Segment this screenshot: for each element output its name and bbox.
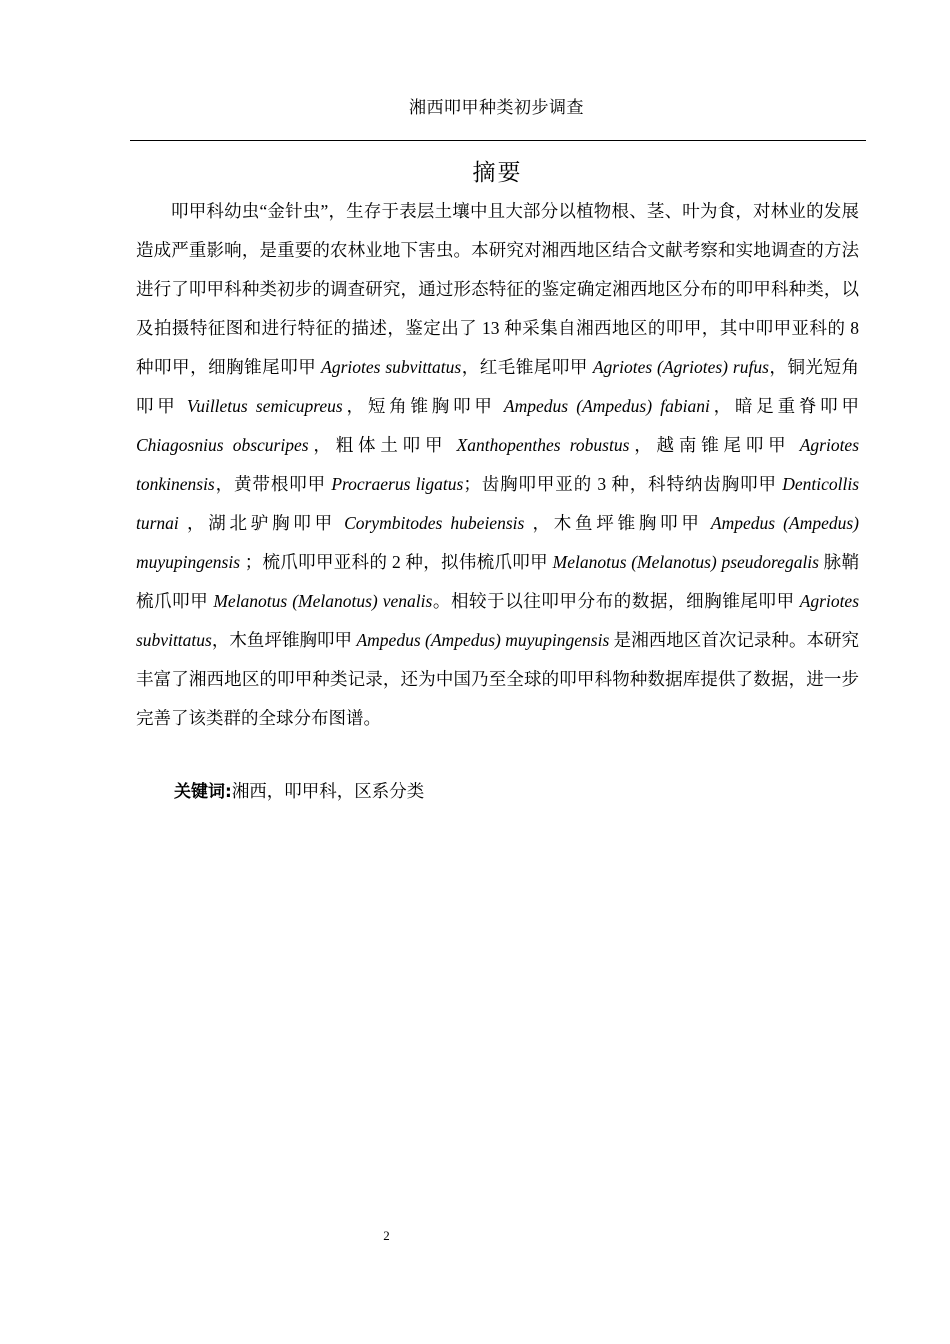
species-name: Ampedus (Ampedus) fabiani <box>503 396 710 416</box>
species-name: Vuilletus semicupreus <box>186 396 343 416</box>
abstract-text: 是湘西地区首次记录种。本研究丰富了湘西地区的叩甲种类记录，还为中国乃至全球的叩甲科物种数据库提供了数据，进一步完善了该类群的全球分布图谱。 <box>136 630 860 728</box>
species-name: Xanthopenthes robustus <box>456 435 630 455</box>
keywords-line <box>174 776 424 807</box>
species-name: Chiagosnius obscuripes <box>136 435 309 455</box>
page-number: 2 <box>383 1228 390 1243</box>
abstract-text: ，越南锥尾叩甲 <box>629 435 800 455</box>
species-name: Agriotes subvittatus <box>321 357 462 377</box>
abstract-text: 脉鞘梳爪叩甲 <box>136 552 859 611</box>
abstract-text: ，木鱼坪锥胸叩甲 <box>211 630 357 650</box>
species-name: Corymbitodes hubeiensis <box>344 513 525 533</box>
species-name: Denticollis turnai <box>136 474 860 533</box>
abstract-text: 。相较于以往叩甲分布的数据，细胸锥尾叩甲 <box>432 591 800 611</box>
abstract-text: ，木鱼坪锥胸叩甲 <box>524 513 711 533</box>
species-name: Agriotes tonkinensis <box>136 435 860 494</box>
species-name: Melanotus (Melanotus) venalis <box>213 591 433 611</box>
abstract-text: ，粗体土叩甲 <box>308 435 457 455</box>
species-name: Melanotus (Melanotus) pseudoregalis <box>552 552 819 572</box>
abstract-text: 叩甲科幼虫“金针虫”，生存于表层土壤中且大部分以植物根、茎、叶为食，对林业的发展造成严重影响，是重要的农林业地下害虫。本研究对湘西地区结合文献考察和实地调查的方法进行了叩甲科种类初步的调查研究，通过形态特征的鉴定确定湘西地区分布的叩甲科种类，以及拍摄特征图和进行特征的描述，鉴定出了 13 种采集自湘西地区的叩甲，其中叩甲亚科的 8 种叩甲，细胸锥尾叩甲 <box>136 201 859 377</box>
running-header: 湘西叩甲种类初步调查 <box>409 98 584 117</box>
abstract-text: ；齿胸叩甲亚的 3 种，科特纳齿胸叩甲 <box>463 474 783 494</box>
species-name: Ampedus (Ampedus) muyupingensis <box>136 513 859 572</box>
keywords-label: 关键词: <box>174 782 232 802</box>
abstract-text: ，黄带根叩甲 <box>214 474 332 494</box>
abstract-text: ，短角锥胸叩甲 <box>342 396 504 416</box>
abstract-text: ；梳爪叩甲亚科的 2 种，拟伟梳爪叩甲 <box>240 552 553 572</box>
abstract-title: 摘要 <box>472 160 523 186</box>
abstract-text: ，红毛锥尾叩甲 <box>461 357 593 377</box>
abstract-text: ，湖北驴胸叩甲 <box>178 513 345 533</box>
header-divider <box>130 140 866 141</box>
abstract-text: ，铜光短角叩甲 <box>136 357 860 416</box>
species-name: Agriotes (Agriotes) rufus <box>592 357 769 377</box>
species-name: Agriotes subvittatus <box>136 591 860 650</box>
species-name: Ampedus (Ampedus) muyupingensis <box>356 630 610 650</box>
abstract-paragraph <box>136 192 859 738</box>
abstract-text: ，暗足重脊叩甲 <box>709 396 859 416</box>
keywords-text: 湘西，叩甲科，区系分类 <box>231 781 425 801</box>
species-name: Procraerus ligatus <box>331 474 464 494</box>
